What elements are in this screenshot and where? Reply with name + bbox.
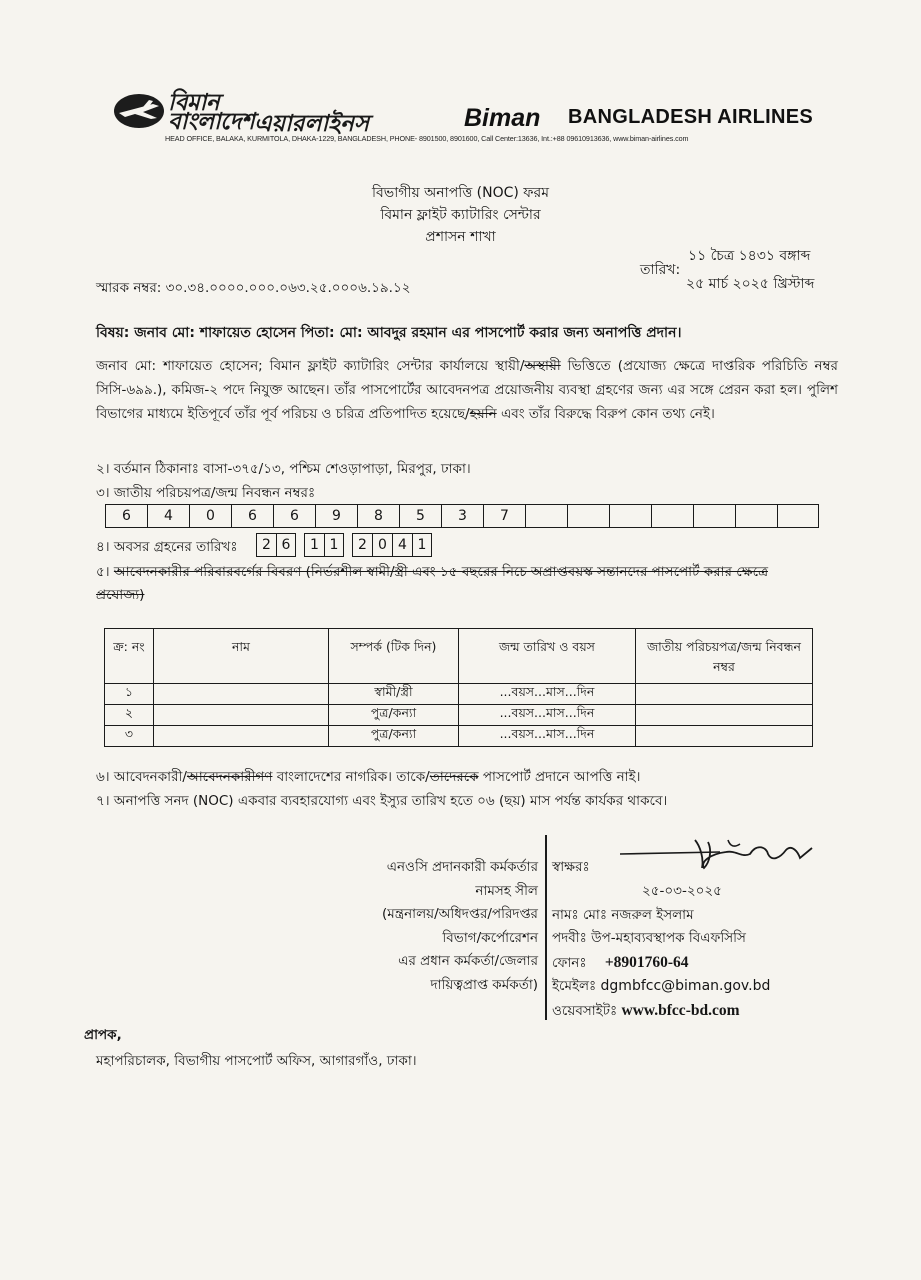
signatory-email — [552, 975, 832, 999]
nid-number-boxes — [105, 504, 819, 528]
table-cell — [153, 684, 328, 705]
sign-label: স্বাক্ষরঃ — [552, 859, 590, 875]
memo-number: স্মারক নম্বর: ৩০.৩৪.০০০০.০০০.০৬৩.২৫.০০০৬.১৯.১২ — [96, 280, 411, 296]
item-citizen — [96, 766, 640, 789]
table-header-cell: জাতীয় পরিচয়পত্র/জন্ম নিবন্ধন নম্বর — [636, 629, 813, 684]
form-title: বিভাগীয় অনাপত্তি (NOC) ফরম — [371, 185, 550, 201]
form-department: বিমান ফ্লাইট ক্যাটারিং সেন্টার — [380, 207, 541, 223]
nid-digit-box — [609, 504, 651, 528]
table-row — [105, 726, 813, 747]
signatory-designation: পদবীঃ উপ-মহাব্যবস্থাপক বিএফসিসি — [552, 930, 746, 946]
item-retire-label: ৪। অবসর গ্রহনের তারিখঃ — [96, 539, 238, 555]
table-cell — [636, 726, 813, 747]
table-cell: পুত্র/কন্যা — [329, 705, 459, 726]
head-office-address: HEAD OFFICE, BALAKA, KURMITOLA, DHAKA-1229, BANGLADESH, PHONE- 8901500, 8901600, Call Center:13636, Int.:+88 09610913636, www.biman-airlines.com — [165, 134, 689, 143]
date-english: ২৫ মার্চ ২০২৫ খ্রিস্টাব্দ — [686, 276, 815, 292]
brand-subtitle: BANGLADESH AIRLINES — [568, 106, 813, 128]
sign-date: ২৫-০৩-২০২৫ — [642, 883, 722, 899]
item6-text-b: বাংলাদেশের নাগরিক। তাকে/ — [272, 769, 430, 785]
receiver-label: প্রাপক, — [84, 1027, 122, 1043]
phone-value: +8901760-64 — [604, 953, 689, 971]
signatory-name: নামঃ মোঃ নজরুল ইসলাম — [552, 906, 694, 923]
item-nid-label: ৩। জাতীয় পরিচয়পত্র/জন্ম নিবন্ধন নম্বরঃ — [96, 485, 316, 501]
logo-text-biman: বিমান — [168, 90, 220, 116]
table-row — [105, 684, 813, 705]
phone-label: ফোনঃ — [552, 954, 587, 971]
receiver-block — [84, 1022, 417, 1074]
nid-digit-box: 4 — [147, 504, 189, 528]
website-value: www.bfcc-bd.com — [621, 1001, 740, 1019]
table-cell — [153, 726, 328, 747]
nid-digit-box — [735, 504, 777, 528]
date-bangla: ১১ চৈত্র ১৪৩১ বঙ্গাব্দ — [688, 248, 811, 264]
item-validity: ৭। অনাপত্তি সনদ (NOC) একবার ব্যবহারযোগ্য এবং ইস্যুর তারিখ হতে ০৬ (ছয়) মাস পর্যন্ত কার্যকর থাকবে। — [96, 793, 668, 809]
issuer-line: এনওসি প্রদানকারী কর্মকর্তার — [386, 859, 538, 875]
issuer-line: নামসহ সীল — [475, 882, 538, 899]
table-cell — [636, 705, 813, 726]
nid-digit-box: 6 — [105, 504, 147, 528]
email-label: ইমেইলঃ — [552, 978, 597, 994]
issuer-line: এর প্রধান কর্মকর্তা/জেলার — [398, 953, 538, 969]
table-header-cell: নাম — [153, 629, 328, 684]
retire-digit-box: 6 — [276, 533, 296, 557]
body-strike-1: অস্থায়ী — [524, 358, 561, 374]
table-cell: ...বয়স...মাস...দিন — [458, 684, 635, 705]
brand-name: Biman — [464, 104, 541, 132]
retire-digit-box: 1 — [324, 533, 344, 557]
issuer-line: (মন্ত্রনালয়/অধিদপ্তর/পরিদপ্তর — [381, 906, 538, 922]
nid-digit-box — [525, 504, 567, 528]
form-section: প্রশাসন শাখা — [425, 229, 496, 245]
retire-digit-box: 2 — [352, 533, 372, 557]
handwritten-signature-icon — [600, 832, 830, 882]
retirement-date-boxes — [256, 533, 432, 557]
date-label: তারিখ: — [640, 262, 681, 278]
retire-digit-box: 2 — [256, 533, 276, 557]
retire-digit-box: 4 — [392, 533, 412, 557]
issuer-line: দায়িত্বপ্রাপ্ত কর্মকর্তা) — [430, 976, 538, 993]
retire-digit-box: 1 — [304, 533, 324, 557]
body-text-b: ভিত্তিতে (প্রযোজ্য ক্ষেত্রে দাপ্তরিক পরিচিতি নম্বর সিসি-৬৯৯.), কমিজ-২ পদে নিযুক্ত আছেন। তাঁর পাসপোর্টের আবেদনপত্র প্রয়োজনীয় ব্যবস্থা গ্রহণের জন্য এর সঙ্গে প্রেরন করা হল। পুলিশ বিভাগের মাধ্যমে ইতিপূর্বে তাঁর পূর্ব পরিচয় ও চরিত্র প্রতিপাদিত হয়েছে/ — [96, 358, 838, 422]
nid-digit-box: 8 — [357, 504, 399, 528]
retire-digit-box: 0 — [372, 533, 392, 557]
nid-digit-box: 6 — [231, 504, 273, 528]
item6-strike-1: আবেদনকারীগণ — [186, 769, 273, 785]
logo-text-airlines: এয়ারলাইনস — [254, 111, 370, 137]
nid-digit-box: 3 — [441, 504, 483, 528]
table-cell — [153, 705, 328, 726]
logo-text-bangladesh: বাংলাদেশ — [168, 109, 255, 135]
signatory-block — [552, 856, 832, 1023]
retire-digit-box: 1 — [412, 533, 432, 557]
signatory-website — [552, 999, 832, 1024]
signature-divider — [545, 835, 547, 1020]
signatory-phone — [552, 951, 832, 976]
nid-digit-box — [651, 504, 693, 528]
nid-digit-box: 7 — [483, 504, 525, 528]
item-family-prefix: ৫। — [96, 564, 114, 580]
nid-digit-box: 9 — [315, 504, 357, 528]
item6-text-c: পাসপোর্ট প্রদানে আপত্তি নাই। — [478, 769, 641, 785]
issuer-line: বিভাগ/কর্পোরেশন — [442, 929, 538, 946]
table-row — [105, 705, 813, 726]
subject-line: বিষয়: জনাব মো: শাফায়েত হোসেন পিতা: মো: আবদুর রহমান এর পাসপোর্ট করার জন্য অনাপত্তি প্রদান। — [96, 325, 682, 341]
table-header-cell: ক্র: নং — [105, 629, 154, 684]
nid-digit-box — [567, 504, 609, 528]
table-cell: পুত্র/কন্যা — [329, 726, 459, 747]
body-strike-2: হয়নি — [469, 406, 497, 422]
body-paragraph — [96, 354, 838, 426]
table-cell: ...বয়স...মাস...দিন — [458, 726, 635, 747]
item-address: ২। বর্তমান ঠিকানাঃ বাসা-৩৭৫/১৩, পশ্চিম শেওড়াপাড়া, মিরপুর, ঢাকা। — [96, 461, 471, 477]
body-text-c: এবং তাঁর বিরুদ্ধে বিরুপ কোন তথ্য নেই। — [496, 406, 715, 422]
body-text-a: জনাব মো: শাফায়েত হোসেন; বিমান ফ্লাইট ক্যাটারিং সেন্টার কার্যালয়ে স্থায়ী/ — [96, 358, 525, 374]
table-header-cell: সম্পর্ক (টিক দিন) — [329, 629, 459, 684]
table-cell: স্বামী/স্ত্রী — [329, 684, 459, 705]
email-value: dgmbfcc@biman.gov.bd — [600, 978, 771, 994]
issuer-title-block — [348, 856, 538, 997]
nid-digit-box: 5 — [399, 504, 441, 528]
table-cell: ২ — [105, 705, 154, 726]
family-table — [104, 628, 813, 747]
nid-digit-box: 0 — [189, 504, 231, 528]
nid-digit-box — [777, 504, 819, 528]
table-cell: ১ — [105, 684, 154, 705]
item6-text-a: ৬। আবেদনকারী/ — [96, 769, 187, 785]
biman-logo-icon — [113, 92, 165, 130]
item-family — [96, 561, 796, 607]
table-cell: ...বয়স...মাস...দিন — [458, 705, 635, 726]
table-cell — [636, 684, 813, 705]
receiver-address: মহাপরিচালক, বিভাগীয় পাসপোর্ট অফিস, আগারগাঁও, ঢাকা। — [96, 1053, 417, 1069]
nid-digit-box: 6 — [273, 504, 315, 528]
nid-digit-box — [693, 504, 735, 528]
item-family-strike: আবেদনকারীর পরিবারবর্গের বিবরণ (নির্ভরশীল স্বামী/স্ত্রী এবং ১৫ বছরের নিচে অপ্রাপ্তবয়স্ক সন্তানদের পাসপোর্ট করার ক্ষেত্রে প্রযোজ্য) — [96, 564, 768, 603]
website-label: ওয়েবসাইটঃ — [552, 1002, 618, 1019]
table-cell: ৩ — [105, 726, 154, 747]
table-header-cell: জন্ম তারিখ ও বয়স — [458, 629, 635, 684]
item6-strike-2: তাদেরকে — [429, 769, 479, 785]
